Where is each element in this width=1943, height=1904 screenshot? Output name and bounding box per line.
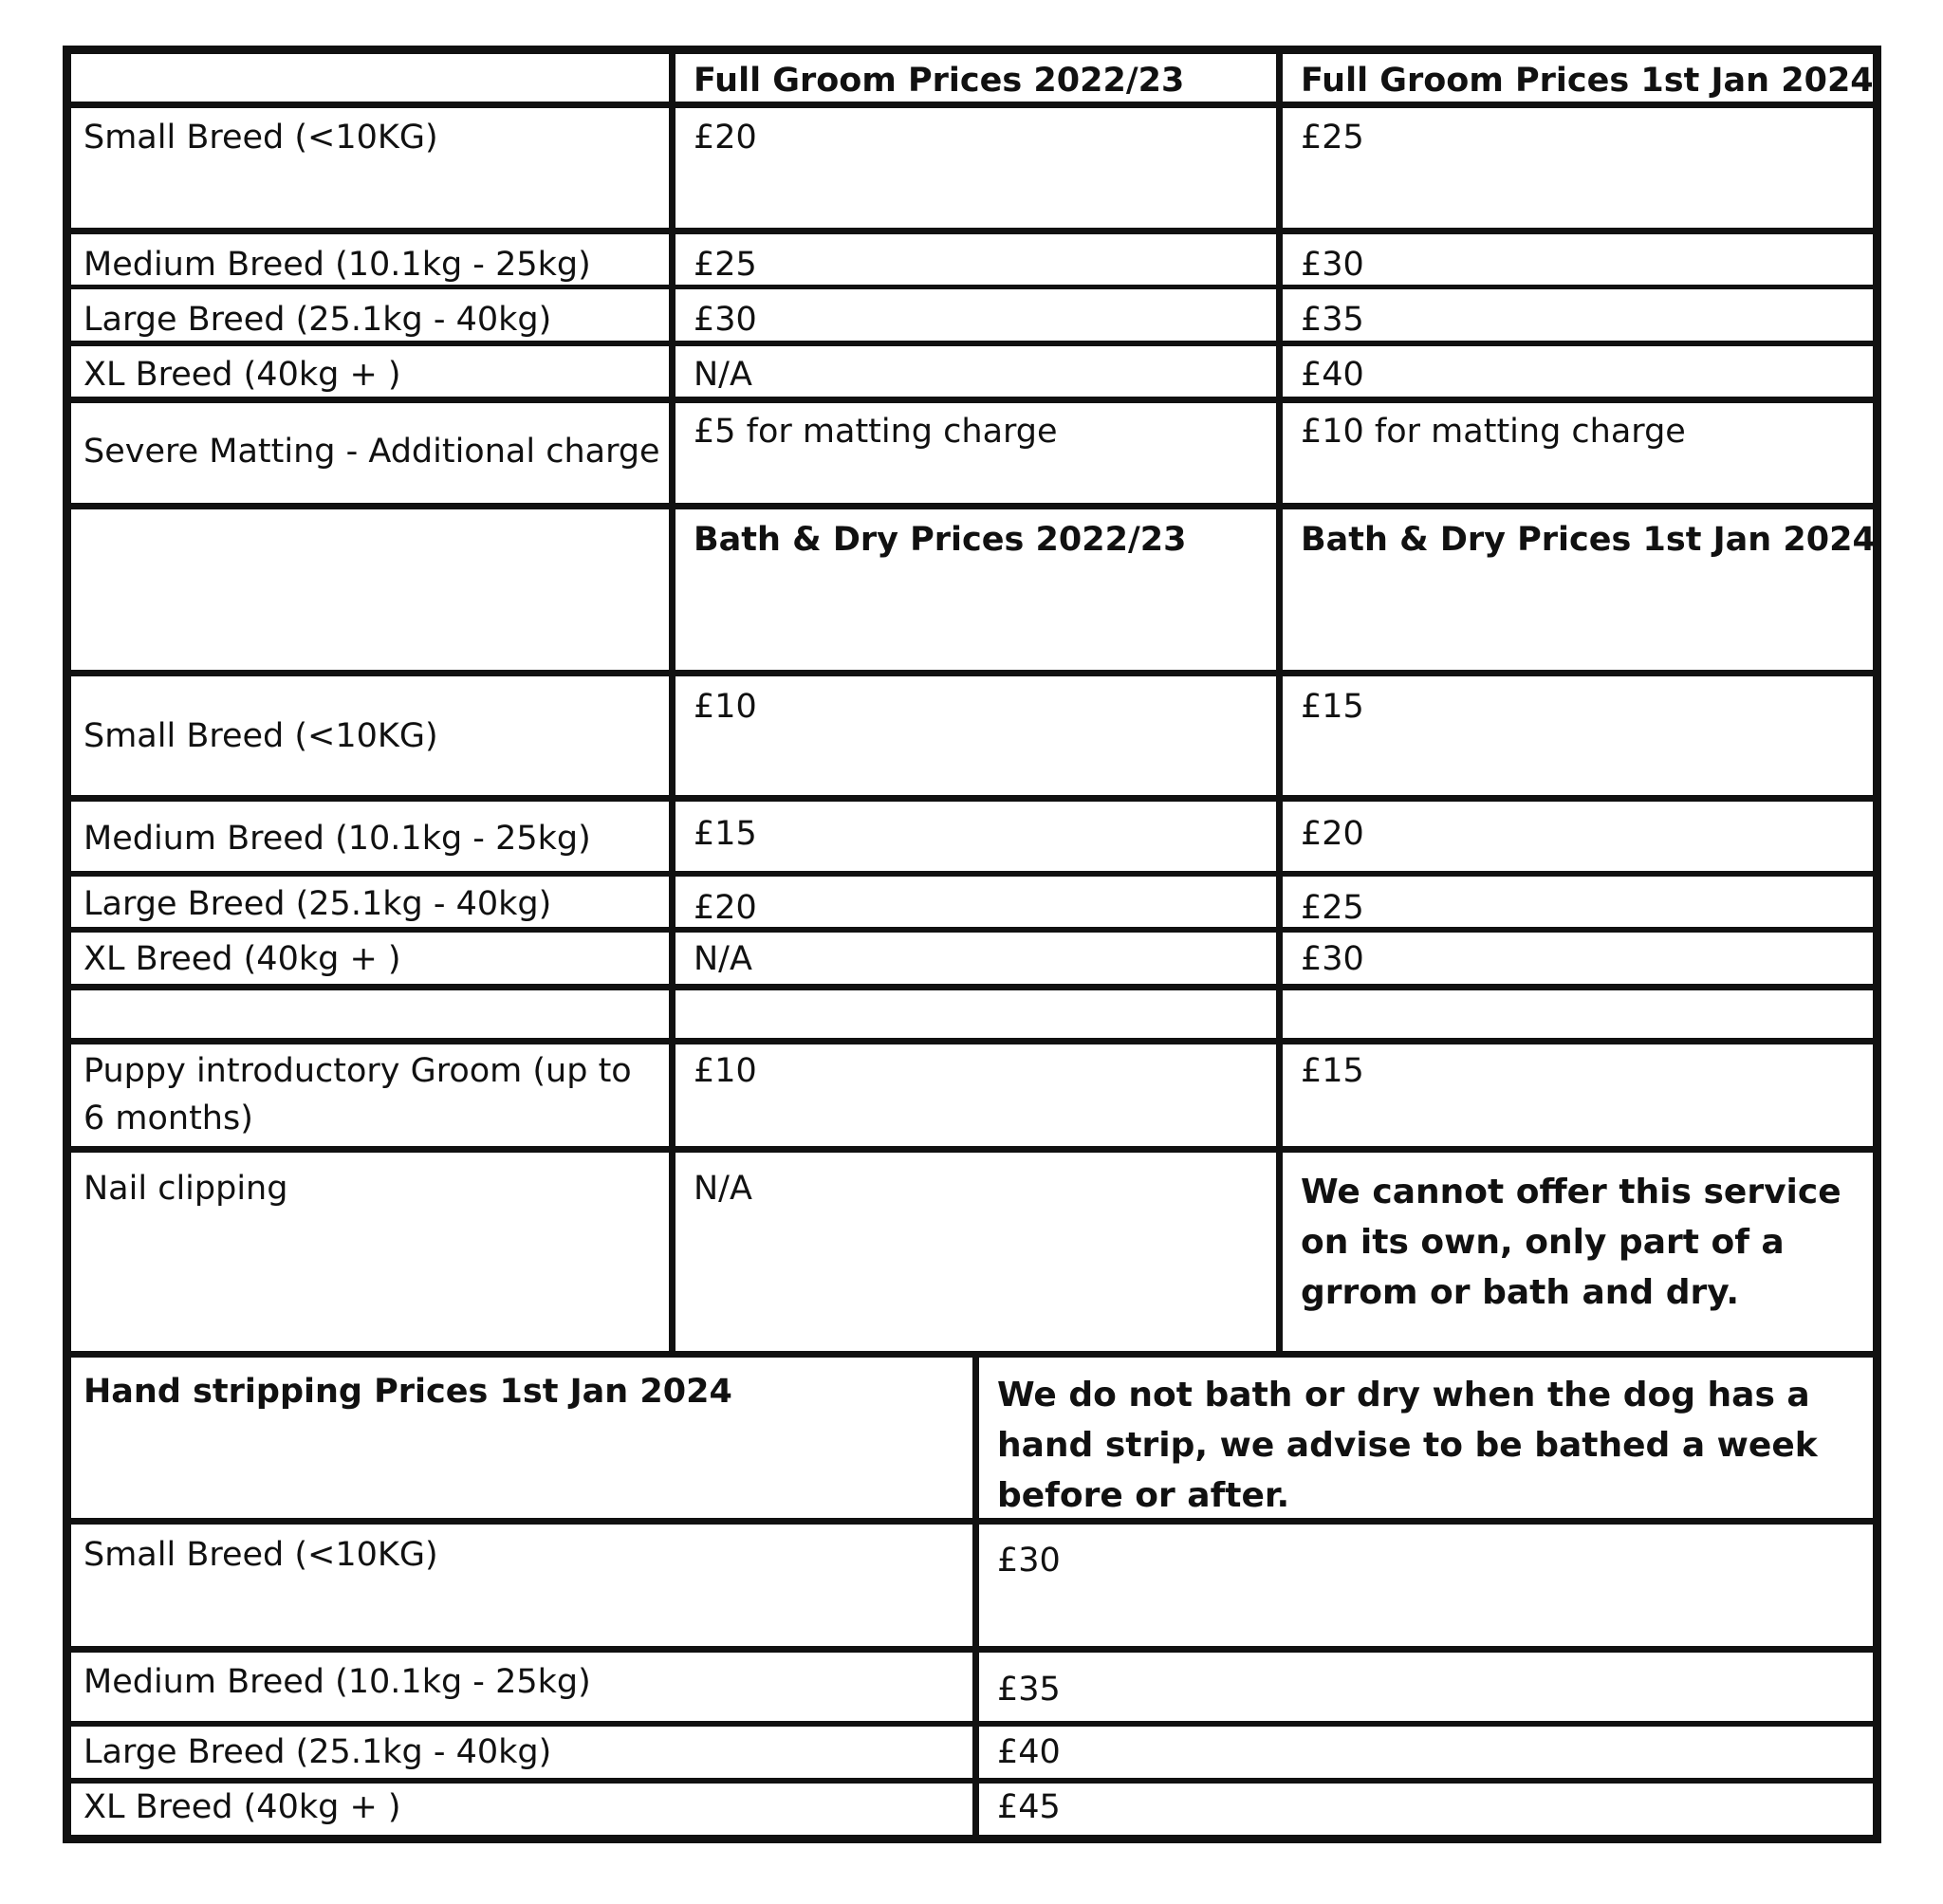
bath-dry-row-price-2024: £15 [1301, 688, 1364, 726]
row-divider [63, 102, 1881, 108]
row-divider [63, 1038, 1881, 1044]
full-groom-row-label: Severe Matting - Additional charge [83, 433, 660, 471]
hand-stripping-row-price: £45 [997, 1788, 1061, 1826]
full-groom-row-label: Large Breed (25.1kg - 40kg) [83, 301, 552, 339]
full-groom-row-price-2024: £30 [1301, 246, 1364, 284]
full-groom-row-price-2022: £5 for matting charge [694, 413, 1058, 451]
bath-dry-row-label: Nail clipping [83, 1170, 288, 1208]
full-groom-row-price-2022: N/A [694, 356, 752, 394]
hand-stripping-row-label: Small Breed (<10KG) [83, 1536, 438, 1574]
row-divider [63, 1778, 1881, 1784]
bath-dry-header-2024: Bath & Dry Prices 1st Jan 2024 [1301, 521, 1876, 559]
hand-stripping-row-price: £40 [997, 1733, 1061, 1771]
bath-dry-row-price-2024: £20 [1301, 815, 1364, 853]
column-divider [669, 46, 675, 1355]
bath-dry-row-price-2022: £10 [694, 1052, 757, 1090]
hand-stripping-row-label: XL Breed (40kg + ) [83, 1788, 401, 1826]
bath-dry-row-label: Medium Breed (10.1kg - 25kg) [83, 820, 591, 858]
row-divider [63, 984, 1881, 990]
row-divider [63, 670, 1881, 676]
row-divider [63, 1351, 1881, 1358]
bath-dry-header-2022: Bath & Dry Prices 2022/23 [694, 521, 1187, 559]
row-divider [63, 795, 1881, 802]
row-divider [63, 341, 1881, 346]
row-divider [63, 503, 1881, 509]
hand-stripping-header: Hand stripping Prices 1st Jan 2024 [83, 1373, 732, 1411]
hand-stripping-note: We do not bath or dry when the dog has a hand strip, we advise to be bathed a week before or after. [997, 1376, 1818, 1515]
hand-stripping-row-price: £30 [997, 1542, 1061, 1580]
column-divider [972, 1353, 979, 1840]
column-divider [1276, 46, 1283, 1355]
full-groom-row-price-2024: £25 [1301, 119, 1364, 157]
bath-dry-row-price-2022: £10 [694, 688, 757, 726]
full-groom-row-price-2022: £25 [694, 246, 757, 284]
bath-dry-row-price-2024: £15 [1301, 1052, 1364, 1090]
hand-stripping-row-label: Medium Breed (10.1kg - 25kg) [83, 1663, 591, 1701]
full-groom-row-label: XL Breed (40kg + ) [83, 356, 401, 394]
full-groom-row-price-2022: £20 [694, 119, 757, 157]
row-divider [63, 1721, 1881, 1727]
row-divider [63, 871, 1881, 877]
full-groom-header-2024: Full Groom Prices 1st Jan 2024 [1301, 62, 1874, 100]
hand-stripping-row-label: Large Breed (25.1kg - 40kg) [83, 1733, 552, 1771]
bath-dry-row-price-2022: N/A [694, 1170, 752, 1208]
full-groom-row-label: Medium Breed (10.1kg - 25kg) [83, 246, 591, 284]
full-groom-row-price-2024: £10 for matting charge [1301, 413, 1686, 451]
bath-dry-row-price-2022: £20 [694, 889, 757, 927]
bath-dry-row-label: Large Breed (25.1kg - 40kg) [83, 885, 552, 923]
row-divider [63, 285, 1881, 289]
row-divider [63, 927, 1881, 933]
row-divider [63, 1646, 1881, 1653]
bath-dry-row-price-2024: £30 [1301, 940, 1364, 978]
full-groom-row-label: Small Breed (<10KG) [83, 119, 438, 157]
full-groom-row-price-2024: £40 [1301, 356, 1364, 394]
full-groom-row-price-2024: £35 [1301, 301, 1364, 339]
row-divider [63, 1518, 1881, 1525]
row-divider [63, 397, 1881, 403]
nail-clipping-note: We cannot offer this service on its own, only part of a grrom or bath and dry. [1301, 1173, 1841, 1312]
row-divider [63, 228, 1881, 234]
bath-dry-row-price-2024: £25 [1301, 889, 1364, 927]
row-divider [63, 1146, 1881, 1153]
bath-dry-row-price-2022: £15 [694, 815, 757, 853]
bath-dry-row-price-2022: N/A [694, 940, 752, 978]
hand-stripping-row-price: £35 [997, 1671, 1061, 1709]
full-groom-row-price-2022: £30 [694, 301, 757, 339]
bath-dry-row-label: Small Breed (<10KG) [83, 717, 438, 755]
bath-dry-row-label: Puppy introductory Groom (up to 6 months) [83, 1052, 632, 1137]
full-groom-header-2022: Full Groom Prices 2022/23 [694, 62, 1185, 100]
bath-dry-row-label: XL Breed (40kg + ) [83, 940, 401, 978]
